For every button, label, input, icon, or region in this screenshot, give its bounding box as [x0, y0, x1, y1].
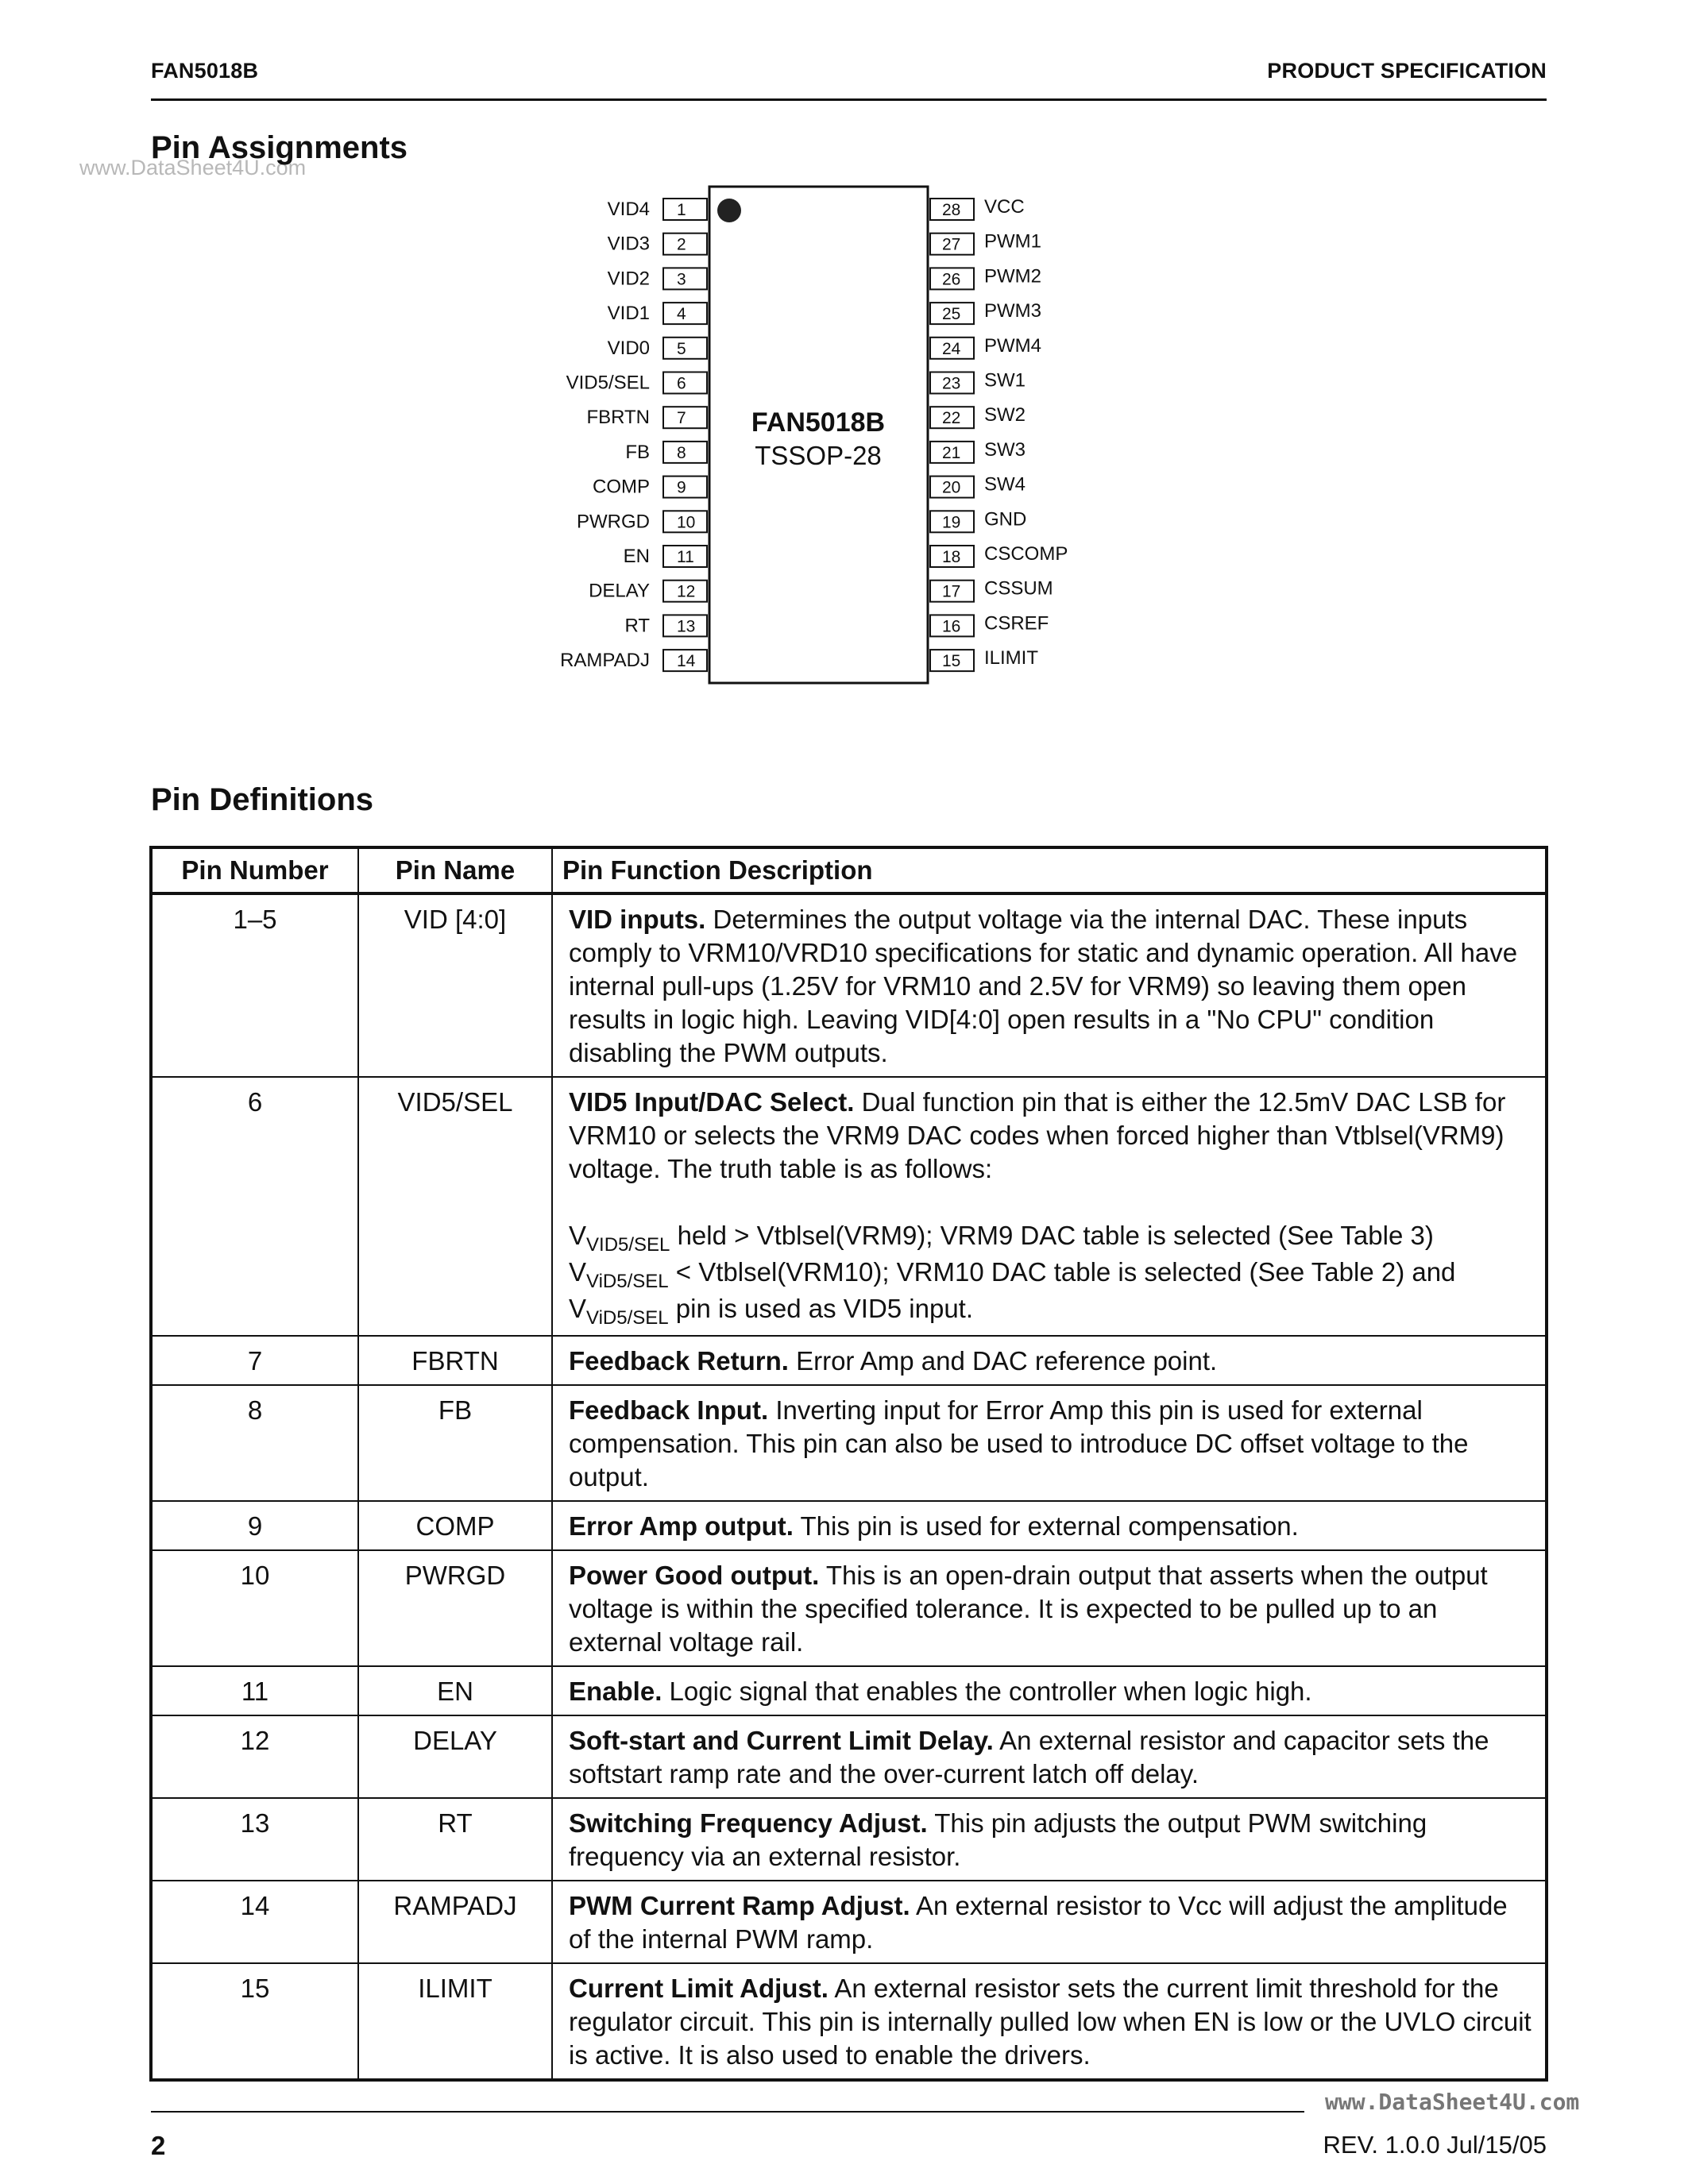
pin-number-left: 8 — [677, 443, 686, 462]
pin-number-cell: 11 — [151, 1666, 358, 1715]
table-row — [151, 1550, 1547, 1666]
pin-number-left: 14 — [677, 652, 696, 671]
pin-description-cell — [552, 1881, 1547, 1963]
description-text: Inverting input for Error Amp this pin is used for external compensation. This pin can also be used to introduce DC offset voltage to the output. — [569, 1395, 1469, 1491]
description-text: Logic signal that enables the controller when logic high. — [669, 1677, 1312, 1706]
pin-number-left: 12 — [677, 582, 696, 601]
column-header: Pin Function Description — [552, 847, 1547, 893]
voltage-subscript: ViD5/SEL — [586, 1271, 669, 1292]
pin-assignment-diagram — [516, 179, 1120, 719]
pin-definitions-table — [149, 846, 1548, 2082]
truth-table-text: < Vtblsel(VRM10); VRM10 DAC table is selected (See Table 2) and — [668, 1257, 1456, 1287]
pin-label-right: SW4 — [984, 473, 1026, 496]
description-title: VID inputs. — [569, 905, 706, 934]
pin-label-right: SW1 — [984, 369, 1026, 392]
pin-number-cell: 13 — [151, 1798, 358, 1881]
pin-description-cell — [552, 1666, 1547, 1715]
pin-label-right: CSREF — [984, 612, 1049, 635]
truth-table-line — [569, 1256, 1534, 1292]
table-row — [151, 1666, 1547, 1715]
pin-number-cell: 12 — [151, 1715, 358, 1798]
chip-package: TSSOP-28 — [755, 441, 882, 470]
table-row — [151, 1881, 1547, 1963]
table-row — [151, 1798, 1547, 1881]
pin-number-cell: 7 — [151, 1336, 358, 1385]
truth-table-text: held > Vtblsel(VRM9); VRM9 DAC table is selected (See Table 3) — [670, 1221, 1434, 1250]
pin-label-left: VID1 — [607, 303, 650, 325]
pin-number-right: 18 — [942, 548, 961, 566]
pin-number-right: 27 — [942, 235, 961, 254]
pin-label-left: COMP — [593, 476, 650, 498]
pin-number-cell: 6 — [151, 1077, 358, 1336]
pin-label-left: VID0 — [607, 337, 650, 359]
pin-number-right: 25 — [942, 305, 961, 324]
pin-number-left: 6 — [677, 374, 686, 393]
pin-description-cell — [552, 1077, 1547, 1336]
table-header-row — [151, 847, 1547, 893]
pin-label-left: PWRGD — [577, 511, 650, 533]
description-title: Soft-start and Current Limit Delay. — [569, 1726, 994, 1755]
pin-label-right: GND — [984, 508, 1027, 531]
pin-label-right: SW2 — [984, 404, 1026, 426]
pin-name-cell: PWRGD — [358, 1550, 552, 1666]
description-title: Power Good output. — [569, 1561, 820, 1590]
pin-number-right: 21 — [942, 443, 961, 462]
truth-table-line — [569, 1219, 1534, 1256]
description-title: Switching Frequency Adjust. — [569, 1808, 928, 1838]
section-title-pin-assignments: Pin Assignments — [151, 130, 408, 165]
pin-number-right: 19 — [942, 513, 961, 532]
description-text: Dual function pin that is either the 12.5mV DAC LSB for VRM10 or selects the VRM9 DAC codes when forced higher than Vtblsel(VRM9) voltage. The truth table is as follows: — [569, 1087, 1506, 1183]
pin-number-left: 3 — [677, 270, 686, 289]
pin-label-left: EN — [623, 546, 650, 567]
doc-header-title: PRODUCT SPECIFICATION — [1267, 59, 1547, 83]
footer-rule — [151, 2111, 1304, 2113]
pin-name-cell: EN — [358, 1666, 552, 1715]
pin-number-cell: 14 — [151, 1881, 358, 1963]
pin-name-cell: VID [4:0] — [358, 893, 552, 1077]
pin-number-right: 22 — [942, 409, 961, 428]
description-title: VID5 Input/DAC Select. — [569, 1087, 855, 1117]
voltage-symbol: V — [569, 1294, 587, 1323]
pin-number-right: 26 — [942, 270, 961, 289]
pin-name-cell: DELAY — [358, 1715, 552, 1798]
header-rule — [151, 98, 1547, 101]
description-title: Error Amp output. — [569, 1511, 794, 1541]
pin-number-cell: 1–5 — [151, 893, 358, 1077]
pin-description-cell — [552, 1550, 1547, 1666]
pin-number-cell: 9 — [151, 1501, 358, 1550]
description-title: Enable. — [569, 1677, 662, 1706]
pin-label-right: PWM4 — [984, 334, 1041, 357]
voltage-symbol: V — [569, 1221, 587, 1250]
pin-label-right: PWM1 — [984, 230, 1041, 253]
pin-description-cell — [552, 1501, 1547, 1550]
pin-number-right: 24 — [942, 339, 961, 358]
pin-number-left: 11 — [677, 548, 694, 566]
pin-label-left: VID2 — [607, 268, 650, 290]
truth-table-line — [569, 1292, 1534, 1329]
description-title: Current Limit Adjust. — [569, 1974, 829, 2003]
pin-label-right: ILIMIT — [984, 647, 1039, 669]
pin-name-cell: COMP — [358, 1501, 552, 1550]
pin-label-left: FBRTN — [586, 407, 650, 429]
pin-label-left: VID3 — [607, 233, 650, 255]
description-title: PWM Current Ramp Adjust. — [569, 1891, 910, 1920]
pin-number-left: 4 — [677, 305, 686, 324]
table-row — [151, 1501, 1547, 1550]
pin-number-left: 1 — [677, 201, 686, 219]
pin-number-left: 5 — [677, 339, 686, 358]
pin-number-right: 20 — [942, 478, 961, 497]
description-text: This pin adjusts the output PWM switching frequency via an external resistor. — [569, 1808, 1427, 1871]
pin-label-right: CSSUM — [984, 577, 1053, 600]
column-header: Pin Name — [358, 847, 552, 893]
pin-number-right: 23 — [942, 374, 961, 393]
pin-description-cell — [552, 1385, 1547, 1501]
pin-label-right: PWM2 — [984, 265, 1041, 287]
pin-label-right: SW3 — [984, 438, 1026, 461]
column-header: Pin Number — [151, 847, 358, 893]
pin-number-left: 10 — [677, 513, 696, 532]
chip-name: FAN5018B — [751, 407, 886, 438]
pin-number-right: 28 — [942, 201, 961, 219]
description-title: Feedback Input. — [569, 1395, 769, 1425]
description-text: This is an open-drain output that asserts when the output voltage is within the specified tolerance. It is expected to be pulled up to an external voltage rail. — [569, 1561, 1488, 1657]
pin-number-cell: 15 — [151, 1963, 358, 2080]
description-text: An external resistor to Vcc will adjust the amplitude of the internal PWM ramp. — [569, 1891, 1508, 1954]
page-number: 2 — [151, 2131, 166, 2160]
pin-label-left: FB — [625, 441, 650, 463]
pin-number-left: 2 — [677, 235, 686, 254]
pin-name-cell: FBRTN — [358, 1336, 552, 1385]
table-row — [151, 1963, 1547, 2080]
table-row — [151, 1385, 1547, 1501]
table-row — [151, 1336, 1547, 1385]
pin-name-cell: ILIMIT — [358, 1963, 552, 2080]
pin-description-cell — [552, 893, 1547, 1077]
description-text: Determines the output voltage via the internal DAC. These inputs comply to VRM10/VRD10 specifications for static and dynamic operation. All have internal pull-ups (1.25V for VRM10 and 2.5V for VRM9) so leaving them open results in logic high. Leaving VID[4:0] open results in a "No CPU" condition disabling the PWM outputs. — [569, 905, 1518, 1067]
pin-number-right: 17 — [942, 582, 961, 601]
pin-number-left: 9 — [677, 478, 686, 497]
description-text: An external resistor and capacitor sets the softstart ramp rate and the over-current latch off delay. — [569, 1726, 1489, 1788]
pin-name-cell: RT — [358, 1798, 552, 1881]
pin-description-cell — [552, 1798, 1547, 1881]
watermark-footer: www.DataSheet4U.com — [1325, 2089, 1580, 2115]
pin-label-left: VID5/SEL — [566, 372, 650, 394]
table-row — [151, 1077, 1547, 1336]
pin1-marker-dot — [717, 199, 741, 222]
pin-number-right: 16 — [942, 617, 961, 636]
pin-label-left: RT — [624, 615, 650, 637]
description-text: This pin is used for external compensation. — [800, 1511, 1299, 1541]
pin-number-cell: 10 — [151, 1550, 358, 1666]
section-title-pin-definitions: Pin Definitions — [151, 782, 373, 817]
table-row — [151, 1715, 1547, 1798]
pin-description-cell — [552, 1336, 1547, 1385]
pin-label-left: VID4 — [607, 199, 650, 220]
doc-header-part-number: FAN5018B — [151, 59, 259, 83]
watermark-top: www.DataSheet4U.com — [79, 156, 307, 179]
pin-label-left: DELAY — [589, 580, 650, 602]
pin-label-right: CSCOMP — [984, 543, 1068, 565]
pin-label-left: RAMPADJ — [560, 650, 650, 672]
description-text: Error Amp and DAC reference point. — [796, 1346, 1218, 1376]
pin-name-cell: FB — [358, 1385, 552, 1501]
pin-number-left: 13 — [677, 617, 696, 636]
description-text: An external resistor sets the current limit threshold for the regulator circuit. This pin is internally pulled low when EN is low or the UVLO circuit is active. It is also used to enable the drivers. — [569, 1974, 1532, 2070]
pin-number-cell: 8 — [151, 1385, 358, 1501]
truth-table-text: pin is used as VID5 input. — [668, 1294, 974, 1323]
description-title: Feedback Return. — [569, 1346, 789, 1376]
pin-label-right: VCC — [984, 196, 1025, 218]
pin-name-cell: VID5/SEL — [358, 1077, 552, 1336]
pin-description-cell — [552, 1963, 1547, 2080]
revision-date: REV. 1.0.0 Jul/15/05 — [1323, 2131, 1547, 2159]
table-row — [151, 893, 1547, 1077]
pin-name-cell: RAMPADJ — [358, 1881, 552, 1963]
pin-description-cell — [552, 1715, 1547, 1798]
voltage-subscript: ViD5/SEL — [586, 1307, 669, 1329]
pin-number-right: 15 — [942, 652, 961, 671]
pin-label-right: PWM3 — [984, 300, 1041, 322]
voltage-subscript: VID5/SEL — [586, 1234, 670, 1256]
voltage-symbol: V — [569, 1257, 587, 1287]
pin-number-left: 7 — [677, 409, 686, 428]
